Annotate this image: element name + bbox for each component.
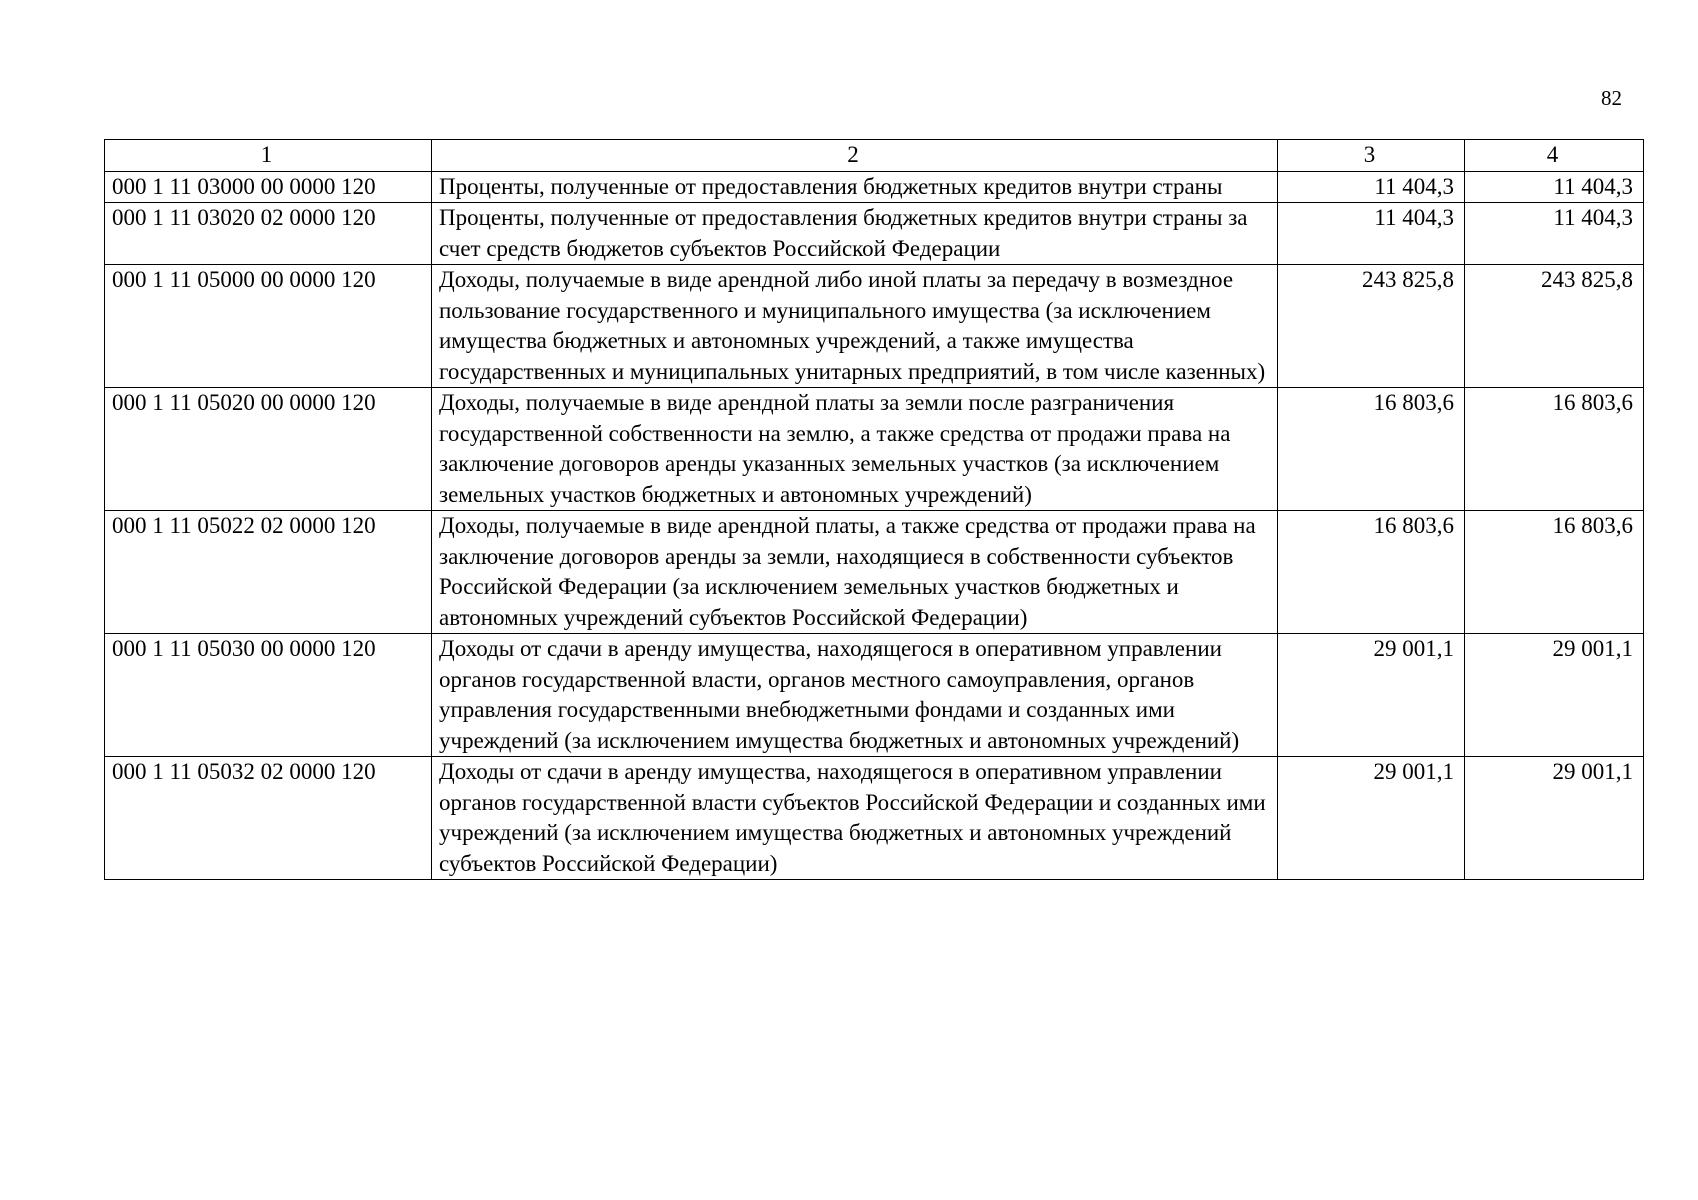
column-header-1: 1 — [105, 140, 432, 172]
amount-cell-4: 16 803,6 — [1465, 511, 1644, 634]
budget-code-cell: 000 1 11 03020 02 0000 120 — [105, 203, 432, 265]
description-cell: Доходы от сдачи в аренду имущества, находящегося в оперативном управлении органов государственной власти, органов местного самоуправления, органов управления государственными внебюджетными фондами и созданных ими учреждений (за исключением имущества бюджетных и автономных учреждений) — [432, 634, 1278, 757]
amount-cell-3: 11 404,3 — [1278, 203, 1465, 265]
header-row — [105, 140, 1644, 172]
table-row — [105, 388, 1644, 511]
column-header-3: 3 — [1278, 140, 1465, 172]
amount-cell-4: 11 404,3 — [1465, 171, 1644, 203]
column-header-2: 2 — [432, 140, 1278, 172]
table-row — [105, 757, 1644, 880]
amount-cell-4: 29 001,1 — [1465, 634, 1644, 757]
revenue-table — [104, 139, 1644, 880]
description-cell: Доходы, получаемые в виде арендной либо иной платы за передачу в возмездное пользование государственного и муниципального имущества (за исключением имущества бюджетных и автономных учреждений, а также имущества государственных и муниципальных унитарных предприятий, в том числе казенных) — [432, 265, 1278, 388]
amount-cell-4: 243 825,8 — [1465, 265, 1644, 388]
budget-code-cell: 000 1 11 03000 00 0000 120 — [105, 171, 432, 203]
table-row — [105, 634, 1644, 757]
amount-cell-4: 11 404,3 — [1465, 203, 1644, 265]
description-cell: Доходы, получаемые в виде арендной платы за земли после разграничения государственной собственности на землю, а также средства от продажи права на заключение договоров аренды указанных земельных участков (за исключением земельных участков бюджетных и автономных учреждений) — [432, 388, 1278, 511]
amount-cell-3: 16 803,6 — [1278, 388, 1465, 511]
page-number: 82 — [1601, 86, 1622, 110]
budget-code-cell: 000 1 11 05032 02 0000 120 — [105, 757, 432, 880]
amount-cell-4: 16 803,6 — [1465, 388, 1644, 511]
budget-code-cell: 000 1 11 05022 02 0000 120 — [105, 511, 432, 634]
amount-cell-3: 29 001,1 — [1278, 757, 1465, 880]
amount-cell-3: 11 404,3 — [1278, 171, 1465, 203]
amount-cell-4: 29 001,1 — [1465, 757, 1644, 880]
budget-code-cell: 000 1 11 05030 00 0000 120 — [105, 634, 432, 757]
budget-code-cell: 000 1 11 05020 00 0000 120 — [105, 388, 432, 511]
description-cell: Доходы, получаемые в виде арендной платы, а также средства от продажи права на заключение договоров аренды за земли, находящиеся в собственности субъектов Российской Федерации (за исключением земельных участков бюджетных и автономных учреждений субъектов Российской Федерации) — [432, 511, 1278, 634]
description-cell: Проценты, полученные от предоставления бюджетных кредитов внутри страны за счет средств бюджетов субъектов Российской Федерации — [432, 203, 1278, 265]
amount-cell-3: 16 803,6 — [1278, 511, 1465, 634]
budget-code-cell: 000 1 11 05000 00 0000 120 — [105, 265, 432, 388]
amount-cell-3: 243 825,8 — [1278, 265, 1465, 388]
table-row — [105, 511, 1644, 634]
description-cell: Проценты, полученные от предоставления бюджетных кредитов внутри страны — [432, 171, 1278, 203]
table-row — [105, 265, 1644, 388]
amount-cell-3: 29 001,1 — [1278, 634, 1465, 757]
table-row — [105, 203, 1644, 265]
description-cell: Доходы от сдачи в аренду имущества, находящегося в оперативном управлении органов государственной власти субъектов Российской Федерации и созданных ими учреждений (за исключением имущества бюджетных и автономных учреждений субъектов Российской Федерации) — [432, 757, 1278, 880]
table-row — [105, 171, 1644, 203]
column-header-4: 4 — [1465, 140, 1644, 172]
